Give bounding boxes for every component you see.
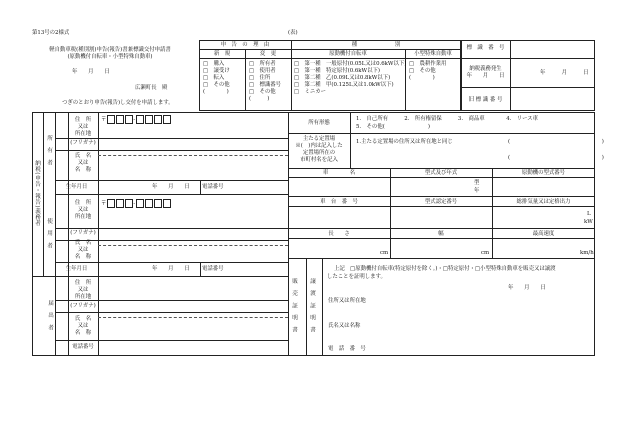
special-vehicle-label: 小型特殊自動車 bbox=[414, 51, 452, 57]
reason-change-option[interactable]: □ 標識番号 bbox=[249, 82, 282, 88]
ownership-other[interactable]: 5. その他( ) bbox=[356, 124, 431, 130]
motor-category-option[interactable]: □ 第二種 乙(0.09L又は0.8kW以下) bbox=[294, 75, 391, 81]
reason-new-option[interactable]: □ 購入 bbox=[203, 61, 225, 67]
submitter-address-label: 住 所 bbox=[74, 280, 92, 286]
owner-phone-label: 電話番号 bbox=[202, 184, 224, 190]
displacement-label: 総排気量又は定格出力 bbox=[516, 199, 571, 205]
owner-birth-label: 生年月日 bbox=[65, 184, 88, 190]
location-label-note: ※( )内は記入した bbox=[295, 143, 343, 149]
owner-address-label-or: 又は bbox=[77, 124, 89, 130]
owner-furigana-label: (フリガナ) bbox=[70, 140, 96, 146]
ownership-options[interactable]: 1. 自己所有 2. 所有権留保 3. 商品車 4. リース車 bbox=[356, 116, 539, 122]
user-phone-label: 電話番号 bbox=[202, 266, 224, 272]
user-postal-code[interactable] bbox=[101, 199, 171, 208]
transfer-name-label: 氏名又は名称 bbox=[328, 323, 361, 329]
form-title: 軽自動車税(種別割)申告(報告)書兼標識交付申請書 bbox=[49, 47, 171, 53]
user-address-label-loc: 所在地 bbox=[74, 214, 92, 220]
transfer-phone-label: 電 話 番 号 bbox=[328, 346, 366, 352]
width-label: 幅 bbox=[438, 231, 444, 237]
ownership-label: 所有形態 bbox=[308, 120, 330, 126]
user-group-label: 使 用 者 bbox=[46, 218, 52, 249]
motor-category-option[interactable]: □ ミニカー bbox=[294, 89, 327, 95]
owner-address-label-loc: 所在地 bbox=[74, 131, 92, 137]
transfer-statement-2: したことを証明します。 bbox=[327, 274, 386, 280]
transfer-statement: 上記 □原動機付自転車(特定原付を除く。)・□特定原付・□小型特殊自動車を販売又は譲渡 bbox=[334, 266, 556, 272]
user-name-label-or: 又は bbox=[77, 247, 89, 253]
owner-postal-code[interactable] bbox=[101, 115, 171, 124]
reason-change-option[interactable]: □ 使用者 bbox=[249, 68, 276, 74]
chassis-number-label: 車 台 番 号 bbox=[320, 199, 358, 205]
location-label-note3: 市町村名を記入 bbox=[300, 157, 338, 163]
motor-bike-label: 原動機付自転車 bbox=[329, 51, 367, 57]
length-label: 長 さ bbox=[328, 231, 350, 237]
length-unit: cm bbox=[380, 250, 389, 256]
sales-certificate-label: 販 売 証 明 書 bbox=[291, 278, 297, 333]
motor-category-option[interactable]: □ 第二種 甲(0.125L又は1.0kW以下) bbox=[294, 82, 394, 88]
engine-model-label: 原動機の型式番号 bbox=[521, 170, 566, 176]
owner-name-label-or: 又は bbox=[77, 160, 89, 166]
submitter-phone-label: 電話番号 bbox=[72, 344, 94, 350]
form-number: 第13号の2様式 bbox=[32, 30, 70, 36]
special-category-other-paren[interactable]: ( ) bbox=[409, 75, 435, 81]
submitter-group-label: 届 出 者 bbox=[47, 300, 53, 331]
special-category-option[interactable]: □ その他 bbox=[409, 68, 436, 74]
owner-address-label: 住 所 bbox=[74, 117, 92, 123]
owner-name-label: 氏 名 bbox=[74, 153, 92, 159]
tax-date-label: 納税義務発生 bbox=[469, 66, 502, 72]
model-suffix: 型 bbox=[474, 180, 480, 186]
location-paren-1[interactable]: ( ) bbox=[508, 139, 604, 145]
motor-category-option[interactable]: □ 第一種 特定原付(0.6kW以下) bbox=[294, 68, 380, 74]
reason-change-other-paren[interactable]: ( ) bbox=[249, 96, 270, 102]
old-plate-label: 旧 標 識 番 号 bbox=[468, 97, 503, 103]
user-furigana-label: (フリガナ) bbox=[70, 230, 96, 236]
model-year-label: 型式及び年式 bbox=[424, 170, 458, 176]
location-label-note2: 定置場所在の bbox=[302, 150, 336, 156]
taxpayer-group-label: 納税(申告・報告)義務者 bbox=[34, 160, 40, 227]
submitter-name-label-or: 又は bbox=[77, 323, 89, 329]
declaration-statement: つぎのとおり申告(報告)し交付を申請します。 bbox=[62, 100, 174, 106]
liter-unit: L bbox=[587, 211, 591, 217]
reason-new-option[interactable]: □ 譲受け bbox=[203, 68, 230, 74]
width-unit: cm bbox=[481, 250, 490, 256]
max-speed-label: 最高速度 bbox=[532, 231, 555, 237]
user-name-label-title: 名 称 bbox=[74, 254, 92, 260]
location-paren-2[interactable]: ( ) bbox=[508, 155, 604, 161]
reason-title: 申 告 の 理 由 bbox=[220, 42, 270, 48]
year-suffix: 年 bbox=[474, 188, 480, 194]
owner-name-label-title: 名 称 bbox=[74, 167, 92, 173]
transfer-address-label: 住所又は所在地 bbox=[328, 298, 366, 304]
location-same-option[interactable]: 1.主たる定置場の住所又は所在地と同じ bbox=[356, 139, 453, 145]
owner-group-label: 所 有 者 bbox=[46, 135, 52, 166]
category-title: 種 別 bbox=[351, 42, 401, 48]
car-name-label: 車 名 bbox=[322, 170, 356, 176]
obverse-mark: (表) bbox=[288, 30, 298, 36]
postal-mark: 〒 bbox=[101, 201, 107, 207]
reason-new-option[interactable]: □ 転入 bbox=[203, 75, 225, 81]
motor-category-option[interactable]: □ 第一種 一般原付(0.05L又は0.6kW以下) bbox=[294, 61, 407, 67]
submitter-furigana-label: (フリガナ) bbox=[70, 303, 96, 309]
transfer-date[interactable]: 年 月 日 bbox=[508, 285, 546, 291]
kw-unit: kW bbox=[584, 219, 593, 225]
transfer-certificate-label: 譲 渡 証 明 書 bbox=[309, 278, 315, 333]
reason-change-option[interactable]: □ その他 bbox=[249, 89, 276, 95]
mayor-addressee: 広瀬町長 殿 bbox=[135, 85, 168, 91]
submitter-address-label-loc: 所在地 bbox=[74, 294, 92, 300]
reason-change-label: 変 更 bbox=[259, 51, 277, 57]
plate-number-label: 標 識 番 号 bbox=[466, 45, 505, 51]
submitter-name-label-title: 名 称 bbox=[74, 330, 92, 336]
reason-change-option[interactable]: □ 住所 bbox=[249, 75, 271, 81]
postal-mark: 〒 bbox=[101, 117, 107, 123]
submitter-name-label: 氏 名 bbox=[74, 316, 92, 322]
user-name-label: 氏 名 bbox=[74, 240, 92, 246]
user-address-label: 住 所 bbox=[74, 200, 92, 206]
postal-dash: - bbox=[133, 201, 136, 207]
reason-new-option[interactable]: □ その他 bbox=[203, 82, 230, 88]
owner-birth-date[interactable]: 年 月 日 bbox=[152, 184, 190, 190]
special-category-option[interactable]: □ 農耕作業用 bbox=[409, 61, 447, 67]
reason-new-other-paren[interactable]: ( ) bbox=[203, 89, 229, 95]
user-birth-date[interactable]: 年 月 日 bbox=[152, 266, 190, 272]
reason-new-label: 新 規 bbox=[213, 51, 231, 57]
user-birth-label: 生年月日 bbox=[65, 266, 88, 272]
reason-change-option[interactable]: □ 所有者 bbox=[249, 61, 276, 67]
heading-date[interactable]: 年 月 日 bbox=[72, 69, 110, 75]
location-label: 主たる定置場 bbox=[302, 136, 336, 142]
certification-number-label: 型式認定番号 bbox=[424, 199, 458, 205]
tax-date-value[interactable]: 年 月 日 bbox=[540, 70, 589, 76]
form-subtitle: (原動機付自転車・小型特殊自動車) bbox=[67, 54, 153, 60]
postal-dash: - bbox=[133, 117, 136, 123]
submitter-address-label-or: 又は bbox=[77, 287, 89, 293]
speed-unit: km/h bbox=[580, 250, 594, 256]
user-address-label-or: 又は bbox=[77, 207, 89, 213]
tax-date-label-sub: 年 月 日 bbox=[466, 73, 505, 79]
